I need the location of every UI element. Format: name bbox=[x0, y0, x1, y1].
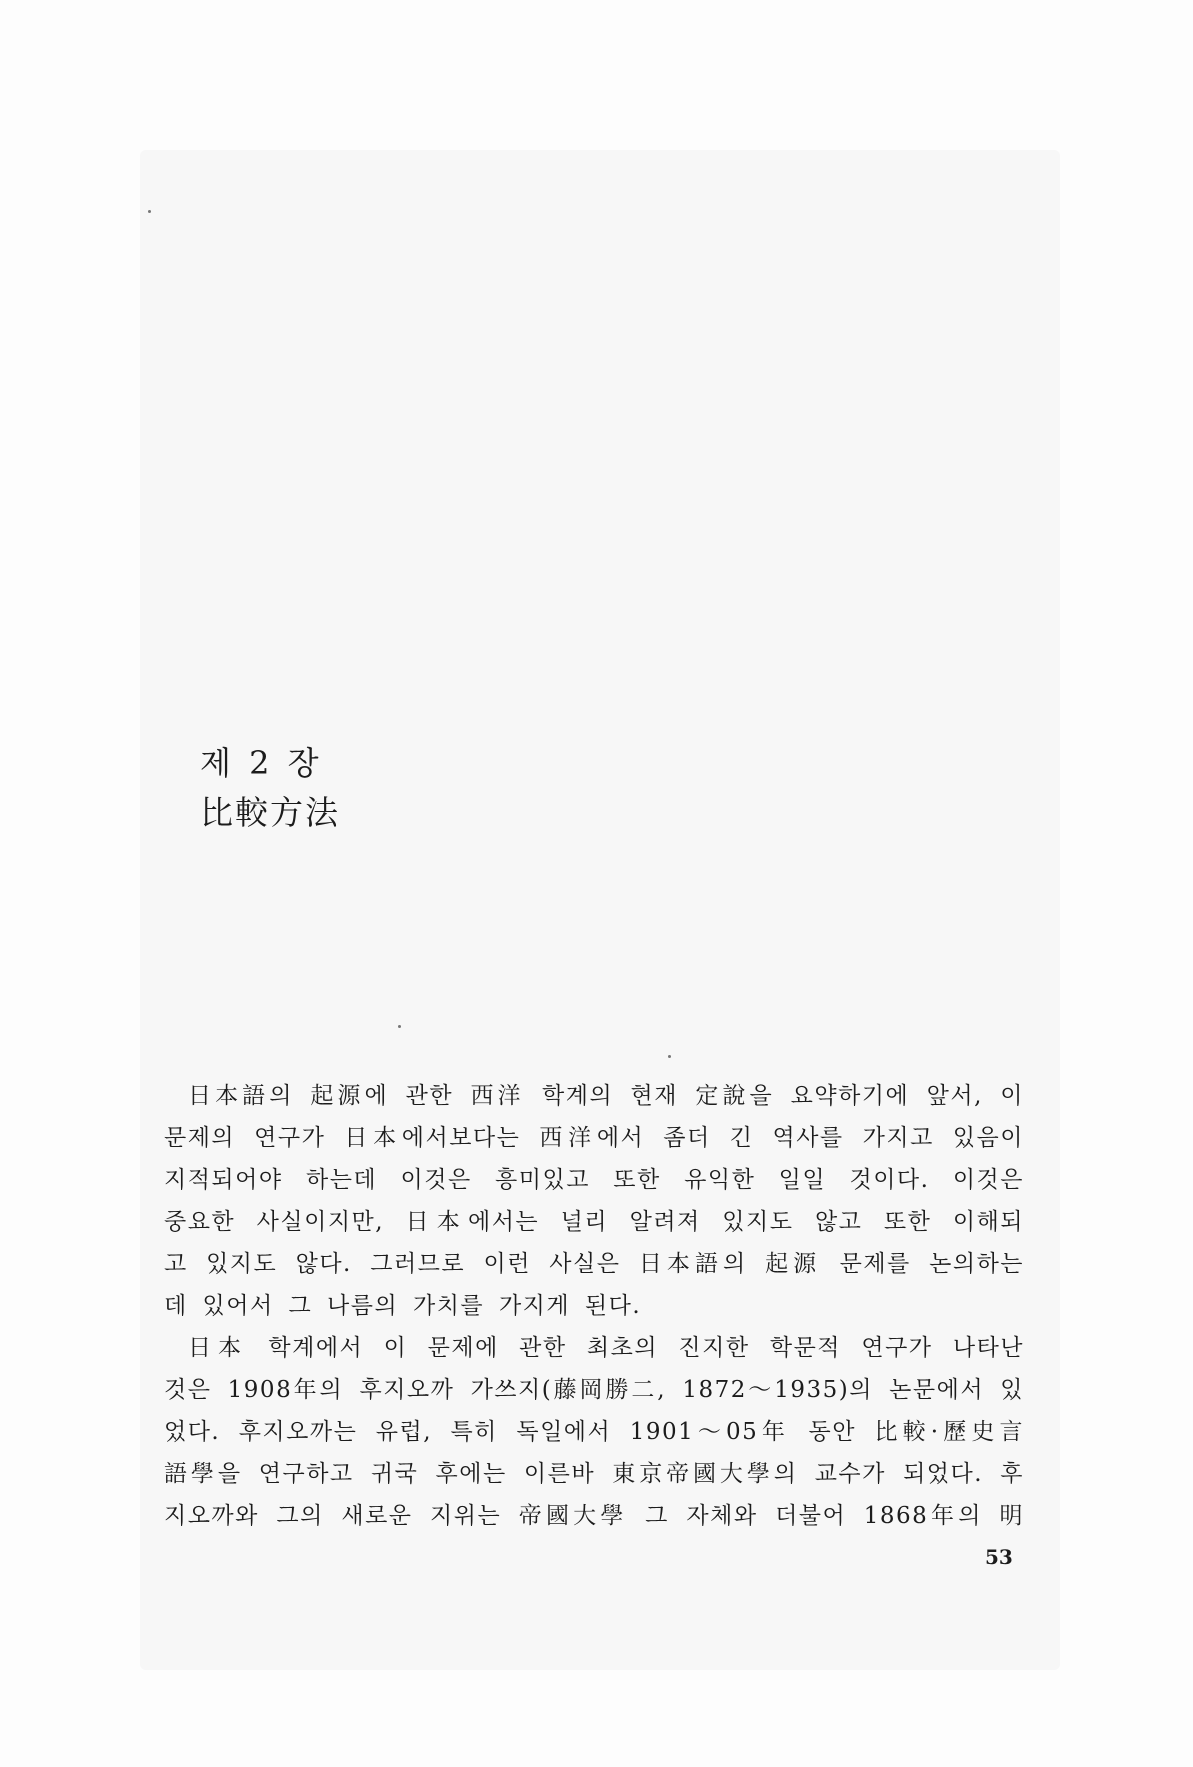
text-line: 語學을 연구하고 귀국 후에는 이른바 東京帝國大學의 교수가 되었다. 후 bbox=[164, 1461, 1024, 1487]
page-number: 53 bbox=[985, 1545, 1013, 1569]
text-line: 었다. 후지오까는 유럽, 특히 독일에서 1901～05年 동안 比較·歷史言 bbox=[164, 1419, 1024, 1445]
chapter-number: 제 2 장 bbox=[200, 744, 323, 782]
chapter-heading bbox=[200, 743, 340, 835]
dust-speck bbox=[668, 1055, 671, 1058]
text-line: 지오까와 그의 새로운 지위는 帝國大學 그 자체와 더불어 1868年의 明 bbox=[164, 1503, 1024, 1529]
text-line: 것은 1908年의 후지오까 가쓰지(藤岡勝二, 1872～1935)의 논문에서 있 bbox=[164, 1377, 1024, 1403]
text-line: 중요한 사실이지만, 日本에서는 널리 알려져 있지도 않고 또한 이해되 bbox=[164, 1209, 1024, 1235]
text-line: 日本語의 起源에 관한 西洋 학계의 현재 定說을 요약하기에 앞서, 이 bbox=[188, 1083, 1024, 1109]
paragraph-2 bbox=[164, 1327, 1024, 1537]
text-line: 문제의 연구가 日本에서보다는 西洋에서 좀더 긴 역사를 가지고 있음이 bbox=[164, 1125, 1024, 1151]
text-line: 日本 학계에서 이 문제에 관한 최초의 진지한 학문적 연구가 나타난 bbox=[188, 1335, 1024, 1361]
dust-speck bbox=[398, 1025, 401, 1028]
paragraph-1 bbox=[164, 1075, 1024, 1327]
text-line: 데 있어서 그 나름의 가치를 가지게 된다. bbox=[164, 1293, 642, 1319]
chapter-title: 比較方法 bbox=[200, 793, 340, 832]
text-line: 고 있지도 않다. 그러므로 이런 사실은 日本語의 起源 문제를 논의하는 bbox=[164, 1251, 1024, 1277]
body-text bbox=[164, 1075, 1024, 1537]
text-line: 지적되어야 하는데 이것은 흥미있고 또한 유익한 일일 것이다. 이것은 bbox=[164, 1167, 1024, 1193]
dust-speck bbox=[148, 210, 151, 213]
